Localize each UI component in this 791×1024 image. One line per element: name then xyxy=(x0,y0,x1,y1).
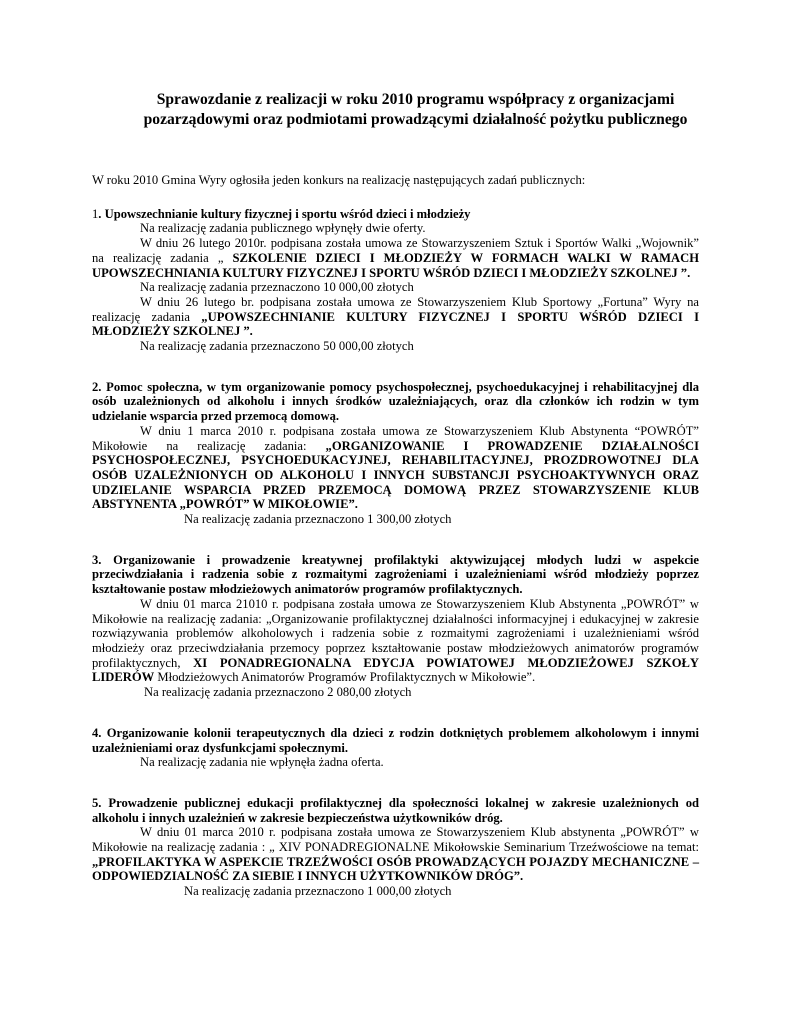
section-3-contract-tail: Młodzieżowych Animatorów Programów Profilaktycznych w Mikołowie”. xyxy=(154,670,536,685)
section-5-contract-text: W dniu 01 marca 2010 r. podpisana została umowa ze Stowarzyszeniem Klub abstynenta „POWRÓT” w Mikołowie na realizację zadania : „ XIV PONADREGIONALNE Mikołowskie Seminarium Trzeźwościowe na temat: xyxy=(92,825,699,855)
section-5-title: 5. Prowadzenie publicznej edukacji profilaktycznej dla społeczności lokalnej w zakresie uzależnionych od alkoholu i innych uzależnień w zakresie bezpieczeństwa użytkowników dróg. xyxy=(92,795,699,825)
section-1-heading: . Upowszechnianie kultury fizycznej i sportu wśród dzieci i młodzieży xyxy=(98,206,471,221)
section-2-contract xyxy=(92,424,699,512)
contract-1-text: W dniu 26 lutego 2010r. podpisana została umowa ze Stowarzyszeniem Sztuk i Sportów Walki „Wojownik” na realizację zadania „ xyxy=(92,236,699,265)
document-title xyxy=(92,90,699,129)
section-3-contract-text: W dniu 01 marca 21010 r. podpisana została umowa ze Stowarzyszeniem Klub Abstynenta „POWRÓT” w Mikołowie na realizację zadania: „Organizowanie profilaktycznej działalności informacyjnej i edukacyjnej w zakresie rozwiązywania problemów alkoholowych i radzenia sobie z rozmaitymi zagrożeniami i uzależnieniami wśród młodzieży oraz przeciwdziałania przemocy poprzez kształtowanie postaw młodzieżowych animatorów programów profilaktycznych, xyxy=(92,596,699,670)
section-1-offers: Na realizację zadania publicznego wpłynęły dwie oferty. xyxy=(140,221,426,236)
section-1-number: 1 xyxy=(92,206,99,221)
contract-1-task-name: SZKOLENIE DZIECI I MŁODZIEŻY W FORMACH WALKI W RAMACH UPOWSZECHNIANIA KULTURY FIZYCZNEJ I SPORTU WŚRÓD DZIECI I MŁODZIEŻY SZKOLNEJ ”. xyxy=(92,250,699,280)
section-1-funding-2: Na realizację zadania przeznaczono 50 000,00 złotych xyxy=(140,339,414,354)
contract-2-task-name: „UPOWSZECHNIANIE KULTURY FIZYCZNEJ I SPORTU WŚRÓD DZIECI I MŁODZIEŻY SZKOLNEJ ”. xyxy=(92,309,699,339)
section-1-contract-1 xyxy=(92,236,699,280)
section-1-title xyxy=(92,207,699,222)
contract-2-text: W dniu 26 lutego br. podpisana została umowa ze Stowarzyszeniem Klub Sportowy „Fortuna” Wyry na realizację zadania xyxy=(92,294,699,324)
section-5-funding: Na realizację zadania przeznaczono 1 000,00 złotych xyxy=(184,884,452,899)
section-2-task-name: „ORGANIZOWANIE I PROWADZENIE DZIAŁALNOŚCI PSYCHOSPOŁECZNEJ, PSYCHOEDUKACYJNEJ, REHABILITACYJNEJ, PROZDROWOTNEJ DLA OSÓB UZALEŻNIONYCH OD ALKOHOLU I INNYCH SUBSTANCJI PSYCHOAKTYWNYCH ORAZ UDZIELANIE WSPARCIA PRZED PRZEMOCĄ DOMOWĄ PRZEZ STOWARZYSZENIE KLUB ABSTYNENTA „POWRÓT” W MIKOŁOWIE”. xyxy=(92,438,699,512)
section-2-funding: Na realizację zadania przeznaczono 1 300,00 złotych xyxy=(184,512,452,527)
section-1-contract-2 xyxy=(92,295,699,339)
section-5-contract xyxy=(92,825,699,884)
section-4-title: 4. Organizowanie kolonii terapeutycznych dla dzieci z rodzin dotkniętych problemem alkoholowym i innymi uzależnieniami oraz dysfunkcjami społecznymi. xyxy=(92,725,699,755)
section-3-task-name: XI PONADREGIONALNA EDYCJA POWIATOWEJ MŁODZIEŻOWEJ SZKOŁY LIDERÓW xyxy=(92,655,699,685)
section-5-task-name: „PROFILAKTYKA W ASPEKCIE TRZEŹWOŚCI OSÓB PROWADZĄCYCH POJAZDY MECHANICZNE – ODPOWIEDZIALNOŚĆ ZA SIEBIE I INNYCH UŻYTKOWNIKÓW DRÓG”. xyxy=(92,854,699,884)
section-3-contract xyxy=(92,597,699,685)
section-1-funding-1: Na realizację zadania przeznaczono 10 000,00 złotych xyxy=(140,280,414,295)
section-2-contract-text: W dniu 1 marca 2010 r. podpisana została umowa ze Stowarzyszeniem Klub Abstynenta “POWRÓT” Mikołowie na realizację zadania: xyxy=(92,423,699,453)
title-line-2: pozarządowymi oraz podmiotami prowadzącymi działalność pożytku publicznego xyxy=(143,110,688,128)
title-line-1: Sprawozdanie z realizacji w roku 2010 programu współpracy z organizacjami xyxy=(156,91,675,108)
section-4-note: Na realizację zadania nie wpłynęła żadna oferta. xyxy=(140,755,384,770)
section-3-funding: Na realizację zadania przeznaczono 2 080,00 złotych xyxy=(144,685,412,700)
intro-paragraph: W roku 2010 Gmina Wyry ogłosiła jeden konkurs na realizację następujących zadań publicznych: xyxy=(92,173,586,187)
section-3-title: 3. Organizowanie i prowadzenie kreatywnej profilaktyki aktywizującej młodych ludzi w aspekcie przeciwdziałania i radzenia sobie z rozmaitymi zagrożeniami i uzależnieniami wśród młodzieży poprzez kształtowanie postaw młodzieżowych animatorów programów profilaktycznych. xyxy=(92,552,699,597)
document-page xyxy=(92,90,699,899)
section-2-title: 2. Pomoc społeczna, w tym organizowanie pomocy psychospołecznej, psychoedukacyjnej i rehabilitacyjnej dla osób uzależnionych od alkoholu i innych środków uzależniających, oraz dla członków ich rodzin w tym udzielanie wsparcia przed przemocą domową. xyxy=(92,379,699,424)
